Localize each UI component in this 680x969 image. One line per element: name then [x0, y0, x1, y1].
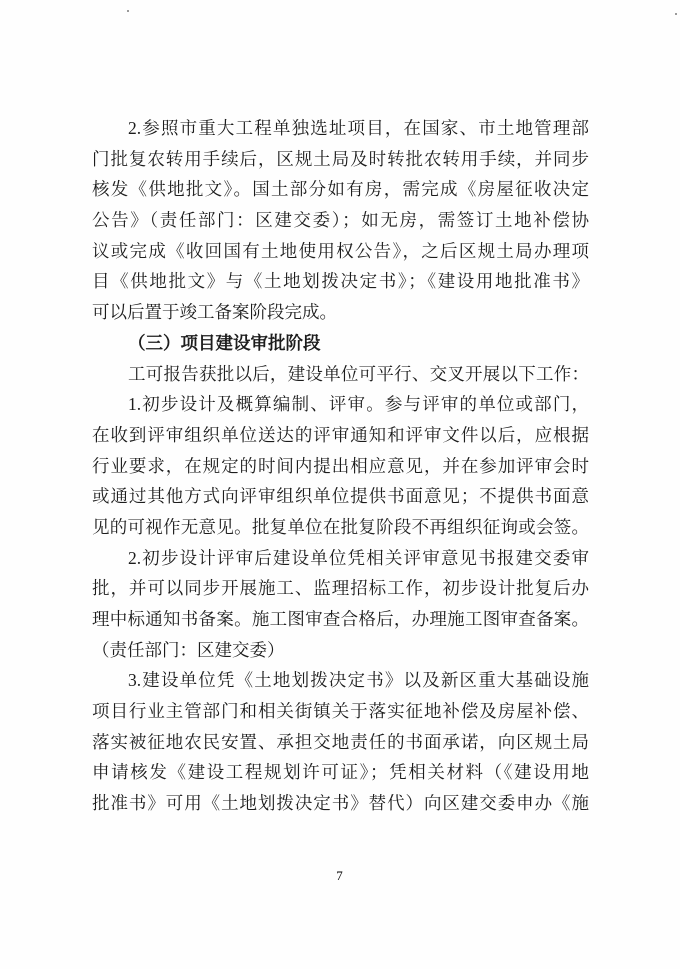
- paragraph: [92, 113, 589, 328]
- text-line: 或通过其他方式向评审组织单位提供书面意见；不提供书面意: [92, 486, 589, 507]
- text-line: （责任部门：区建交委）: [92, 639, 285, 660]
- text-line: 项目行业主管部门和相关街镇关于落实征地补偿及房屋补偿、: [92, 701, 589, 722]
- section-heading: [92, 328, 589, 359]
- paragraph: [92, 359, 589, 390]
- text-line: 理中标通知书备案。施工图审查合格后，办理施工图审查备案。: [92, 609, 589, 629]
- text-line: 2.初步设计评审后建设单位凭相关评审意见书报建交委审: [128, 547, 589, 568]
- scan-speck: [127, 10, 129, 12]
- text-line: 议或完成《收回国有土地使用权公告》，之后区规土局办理项: [92, 240, 589, 261]
- text-line: 门批复农转用手续后，区规土局及时转批农转用手续，并同步: [92, 148, 589, 169]
- paragraph: [92, 665, 589, 818]
- text-line: 工可报告获批以后，建设单位可平行、交叉开展以下工作：: [128, 363, 589, 384]
- text-line: 批准书》可用《土地划拨决定书》替代）向区建交委申办《施: [92, 793, 589, 814]
- text-line: 落实被征地农民安置、承担交地责任的书面承诺，向区规土局: [92, 731, 589, 752]
- text-line: 目《供地批文》与《土地划拨决定书》；《建设用地批准书》: [92, 271, 589, 292]
- text-line: 在收到评审组织单位送达的评审通知和评审文件以后，应根据: [92, 424, 589, 445]
- text-line: 3.建设单位凭《土地划拨决定书》以及新区重大基础设施: [128, 670, 589, 691]
- paragraph: [92, 543, 589, 666]
- text-line: 批，并可以同步开展施工、监理招标工作，初步设计批复后办: [92, 578, 589, 599]
- text-line: 可以后置于竣工备案阶段完成。: [92, 302, 337, 323]
- scan-speck: [675, 13, 677, 15]
- paragraph: [92, 389, 589, 542]
- text-line: 行业要求，在规定的时间内提出相应意见，并在参加评审会时: [92, 455, 589, 476]
- text-line: 申请核发《建设工程规划许可证》；凭相关材料（《建设用地: [92, 762, 589, 783]
- page-number: 7: [336, 868, 344, 883]
- text-line: 核发《供地批文》。国土部分如有房，需完成《房屋征收决定: [92, 179, 589, 200]
- text-line: （三）项目建设审批阶段: [128, 332, 321, 353]
- text-line: 1.初步设计及概算编制、评审。参与评审的单位或部门，: [128, 394, 589, 415]
- text-line: 见的可视作无意见。批复单位在批复阶段不再组织征询或会签。: [92, 516, 589, 537]
- text-line: 公告》（责任部门：区建交委）；如无房，需签订土地补偿协: [92, 210, 589, 231]
- document-body: [92, 113, 589, 819]
- text-line: 2.参照市重大工程单独选址项目，在国家、市土地管理部: [128, 118, 589, 138]
